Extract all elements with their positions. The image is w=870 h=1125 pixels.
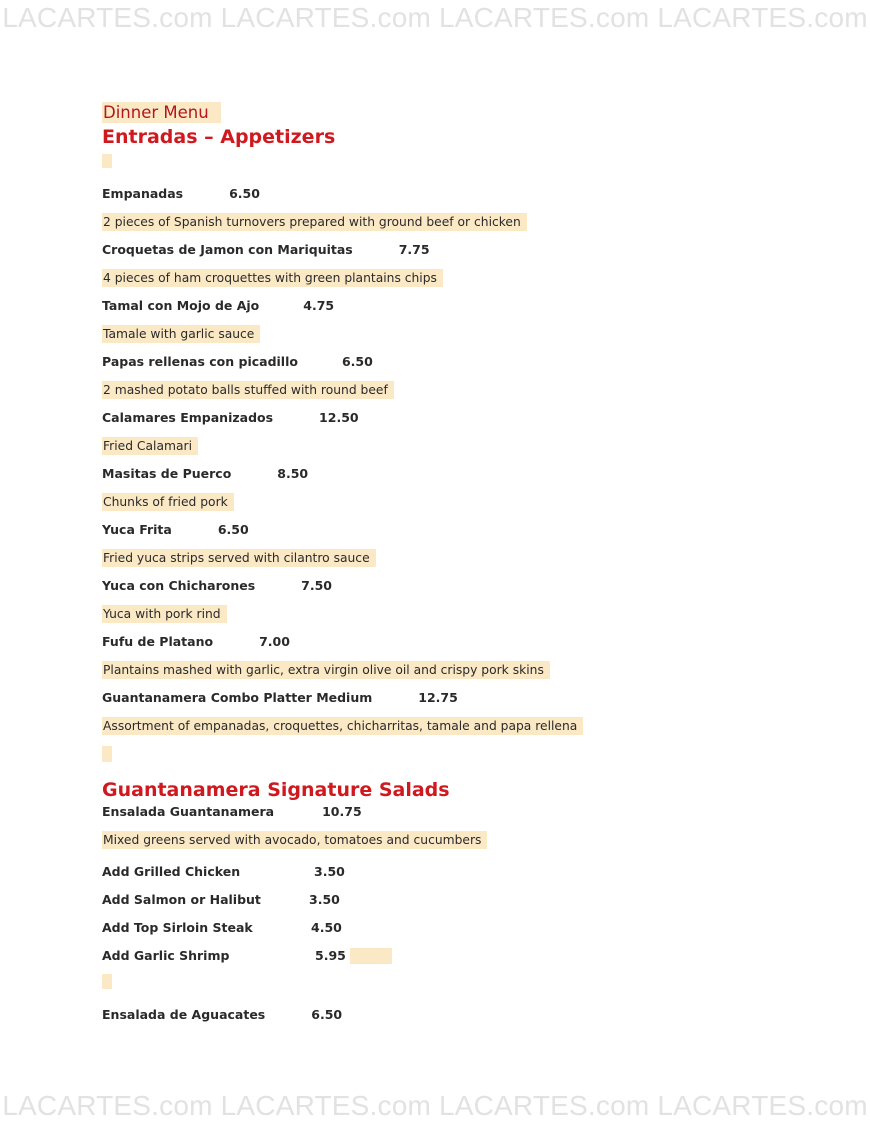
- item-name: Papas rellenas con picadillo: [102, 354, 298, 369]
- highlight-marker: [350, 948, 392, 964]
- item-name: Empanadas: [102, 186, 184, 201]
- menu-title: Dinner Menu: [102, 102, 221, 123]
- appetizers-heading: Entradas – Appetizers: [102, 126, 336, 148]
- menu-item: [102, 180, 802, 208]
- item-price: 6.50: [217, 522, 249, 537]
- item-description: Mixed greens served with avocado, tomatoes and cucumbers: [102, 822, 802, 858]
- addon-name: Add Grilled Chicken: [102, 864, 241, 879]
- menu-item: [102, 236, 802, 264]
- item-name: Yuca con Chicharones: [102, 578, 256, 593]
- item-price: 12.50: [319, 410, 359, 425]
- item-price: 10.75: [322, 804, 362, 819]
- item-description: Fried yuca strips served with cilantro sauce: [102, 544, 802, 572]
- addon-price: 3.50: [309, 892, 340, 907]
- item-name: Ensalada Guantanamera: [102, 804, 275, 819]
- menu-item: [102, 516, 802, 544]
- watermark-top: LACARTES.com LACARTES.com LACARTES.com LACARTES.com: [2, 2, 868, 33]
- addon-price: 5.95: [315, 948, 346, 963]
- watermark-bottom: LACARTES.com LACARTES.com LACARTES.com LACARTES.com: [2, 1090, 868, 1121]
- salad-addon: [102, 942, 802, 970]
- addon-price: 4.50: [311, 920, 342, 935]
- item-name: Croquetas de Jamon con Mariquitas: [102, 242, 353, 257]
- salad-addon: [102, 914, 802, 942]
- item-description: Fried Calamari: [102, 432, 802, 460]
- item-price: 6.50: [311, 1007, 343, 1022]
- item-description: 2 mashed potato balls stuffed with round beef: [102, 376, 802, 404]
- item-price: 6.50: [341, 354, 373, 369]
- item-name: Tamal con Mojo de Ajo: [102, 298, 260, 313]
- item-description: Yuca with pork rind: [102, 600, 802, 628]
- menu-item: [102, 1001, 802, 1029]
- item-price: 7.75: [398, 242, 430, 257]
- item-description: 2 pieces of Spanish turnovers prepared with ground beef or chicken: [102, 208, 802, 236]
- salads-heading: Guantanamera Signature Salads: [102, 779, 450, 801]
- item-name: Calamares Empanizados: [102, 410, 274, 425]
- menu-item: [102, 404, 802, 432]
- menu-item: [102, 460, 802, 488]
- menu-item: [102, 628, 802, 656]
- addon-name: Add Garlic Shrimp: [102, 948, 230, 963]
- item-name: Ensalada de Aguacates: [102, 1007, 266, 1022]
- item-price: 6.50: [229, 186, 260, 201]
- item-price: 7.50: [301, 578, 332, 593]
- item-price: 8.50: [277, 466, 309, 481]
- item-name: Guantanamera Combo Platter Medium: [102, 690, 373, 705]
- item-name: Yuca Frita: [102, 522, 172, 537]
- addon-name: Add Salmon or Halibut: [102, 892, 261, 907]
- item-name: Masitas de Puerco: [102, 466, 232, 481]
- item-description: 4 pieces of ham croquettes with green plantains chips: [102, 264, 802, 292]
- menu-item: [102, 572, 802, 600]
- salad-addon: [102, 886, 802, 914]
- addon-price: 3.50: [314, 864, 345, 879]
- menu-item: [102, 348, 802, 376]
- item-description: Assortment of empanadas, croquettes, chicharritas, tamale and papa rellena: [102, 712, 802, 740]
- highlight-marker: [102, 974, 112, 989]
- item-description: Plantains mashed with garlic, extra virgin olive oil and crispy pork skins: [102, 656, 802, 684]
- item-price: 4.75: [303, 298, 335, 313]
- item-description: Chunks of fried pork: [102, 488, 802, 516]
- menu-item: [102, 292, 802, 320]
- menu-item: [102, 802, 802, 822]
- item-description: Tamale with garlic sauce: [102, 320, 802, 348]
- highlight-marker: [102, 746, 112, 762]
- menu-content: [102, 100, 802, 1029]
- highlight-marker: [102, 154, 112, 168]
- salad-addon: [102, 858, 802, 886]
- item-name: Fufu de Platano: [102, 634, 214, 649]
- item-price: 12.75: [418, 690, 458, 705]
- item-price: 7.00: [259, 634, 290, 649]
- menu-item: [102, 684, 802, 712]
- addon-name: Add Top Sirloin Steak: [102, 920, 253, 935]
